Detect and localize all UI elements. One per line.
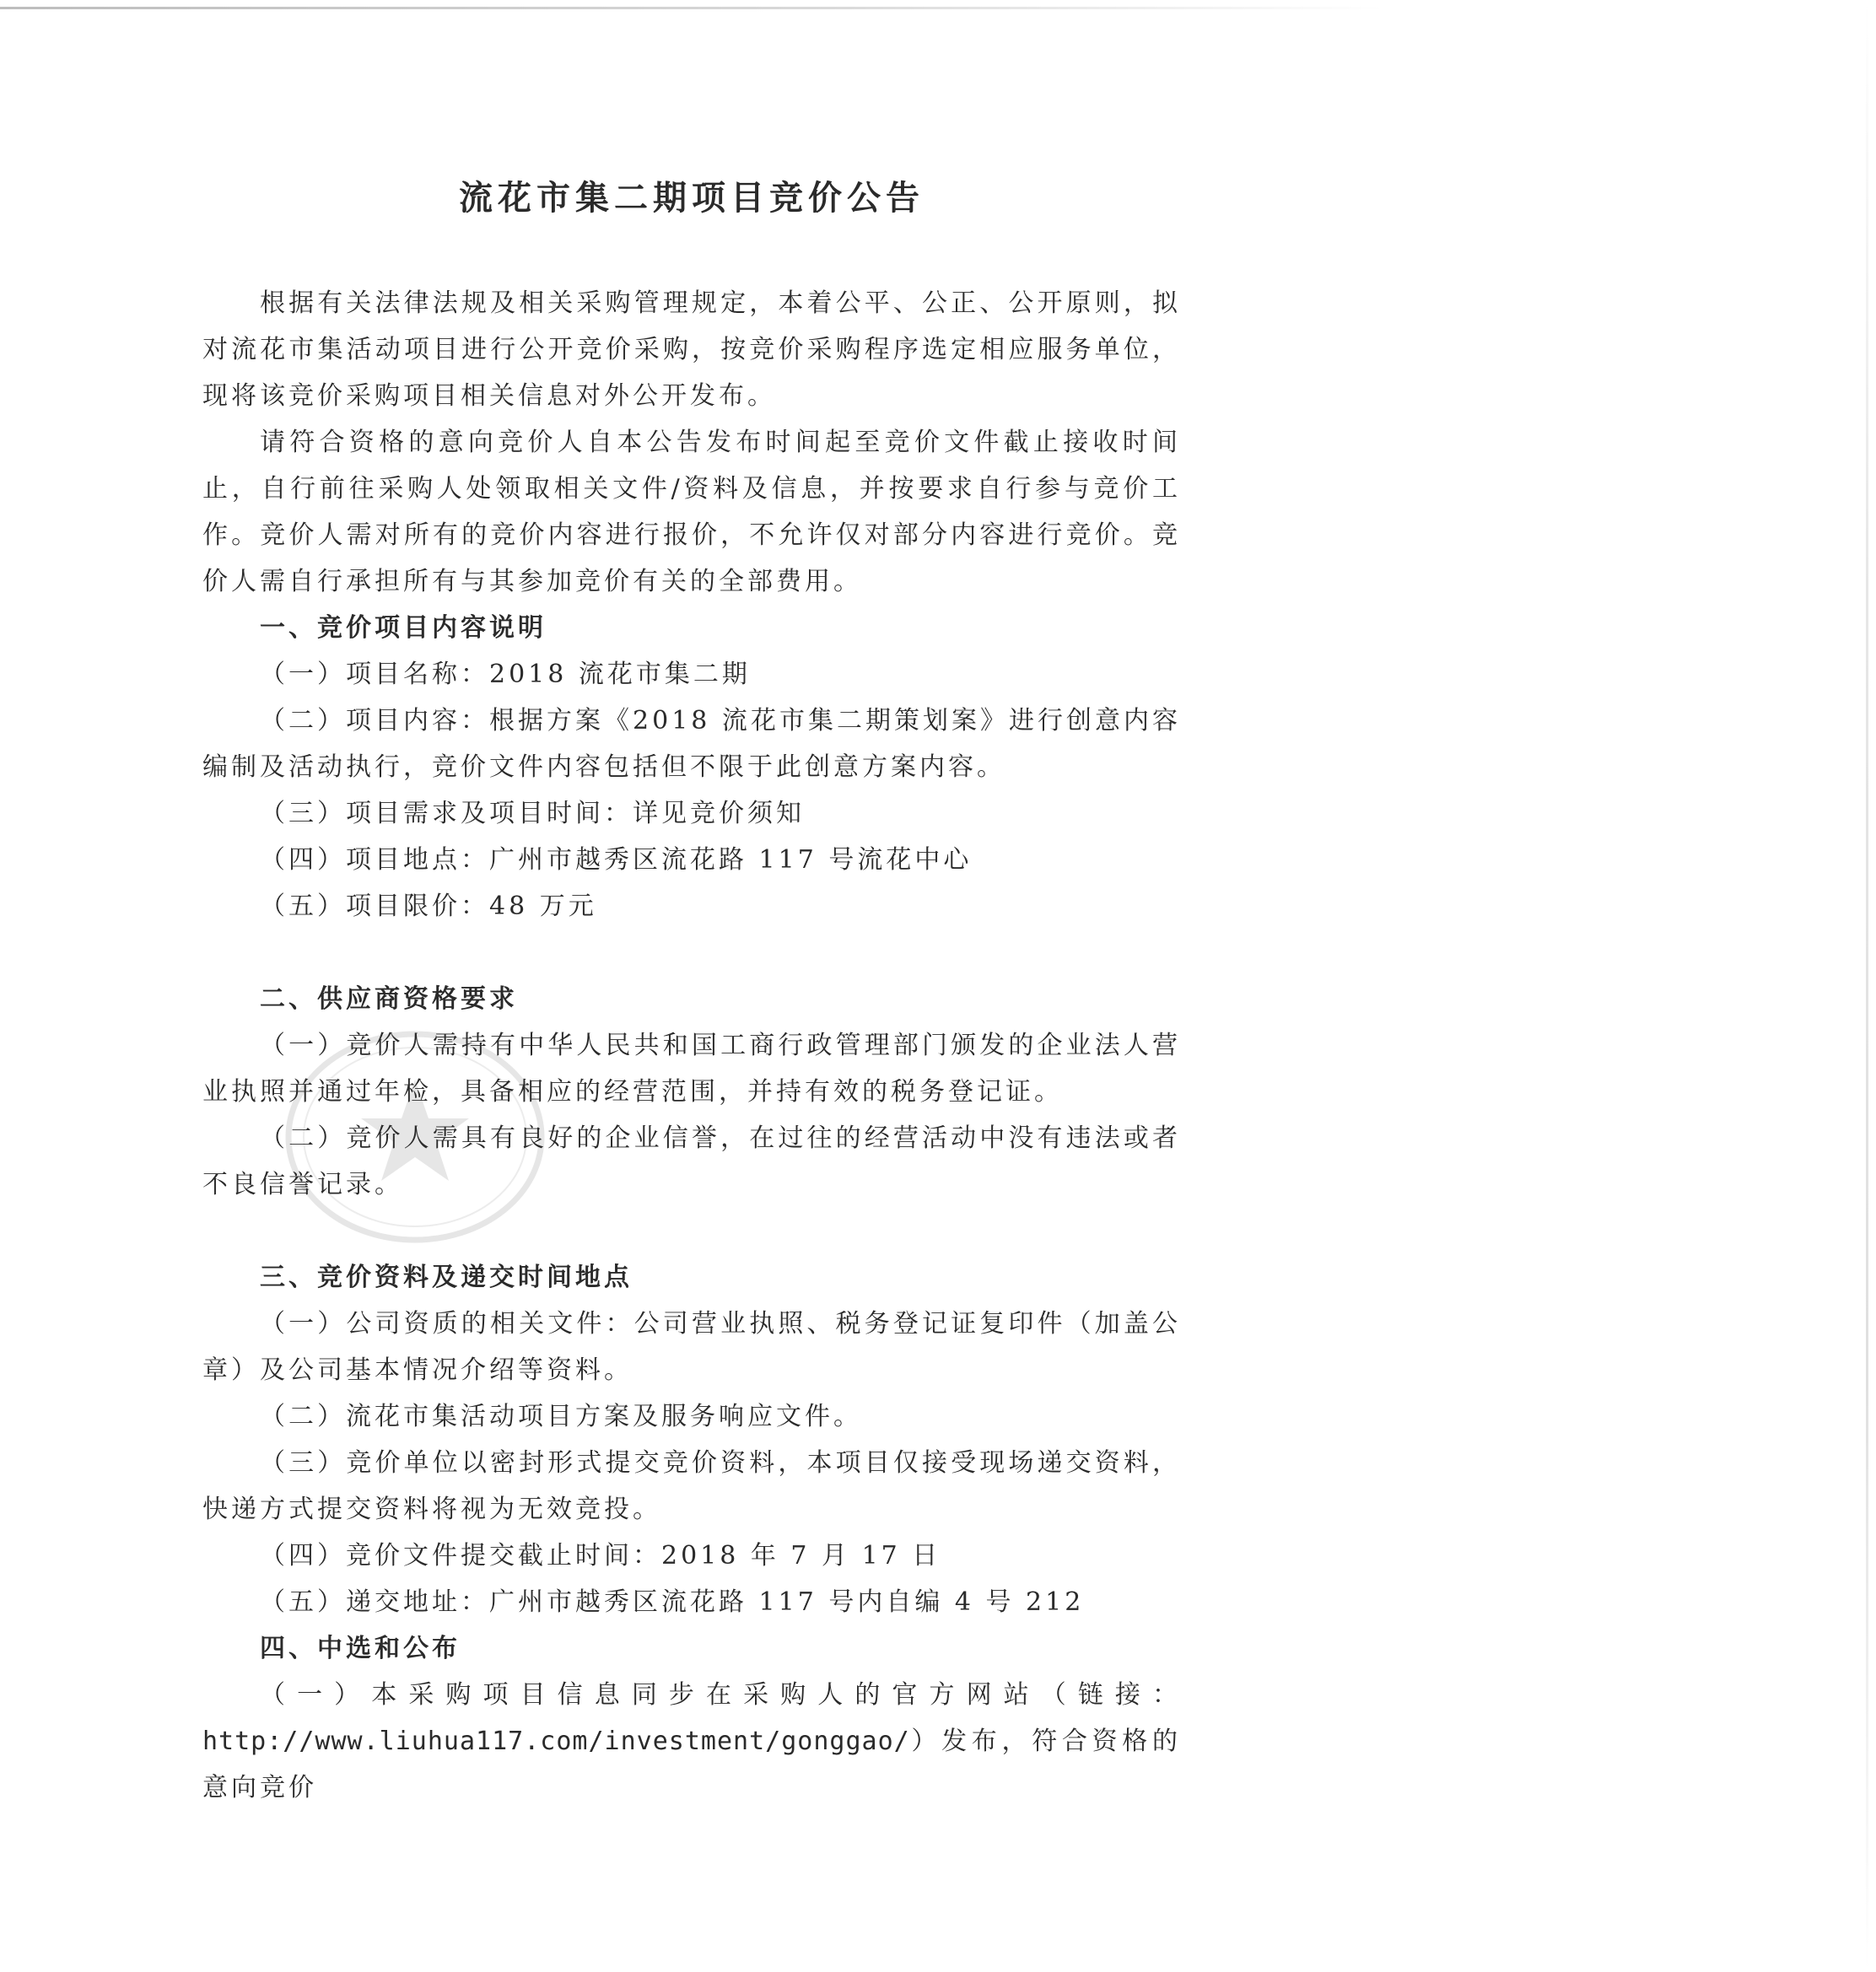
section-gap <box>202 1208 1181 1254</box>
intro-paragraph-1: 根据有关法律法规及相关采购管理规定，本着公平、公正、公开原则，拟对流花市集活动项目进行公开竞价采购，按竞价采购程序选定相应服务单位，现将该竞价采购项目相关信息对外公开发布。 <box>202 288 1181 411</box>
section-1-item-4: （四）项目地点：广州市越秀区流花路 117 号流花中心 <box>260 845 973 875</box>
section-3-item-1: （一）公司资质的相关文件：公司营业执照、税务登记证复印件（加盖公章）及公司基本情况介绍等资料。 <box>202 1309 1181 1385</box>
document-page <box>202 169 1181 1811</box>
intro-paragraph-2: 请符合资格的意向竞价人自本公告发布时间起至竞价文件截止接收时间止，自行前往采购人处领取相关文件/资料及信息，并按要求自行参与竞价工作。竞价人需对所有的竞价内容进行报价，不允许仅对部分内容进行竞价。竞价人需自行承担所有与其参加竞价有关的全部费用。 <box>202 428 1181 596</box>
section-2-heading: 二、供应商资格要求 <box>260 984 518 1014</box>
scan-edge-right <box>1866 0 1868 1972</box>
section-4-heading: 四、中选和公布 <box>260 1634 461 1663</box>
section-4-item-1-prefix: （一）本采购项目信息同步在采购人的官方网站（链接： <box>260 1680 1181 1710</box>
section-1-item-3: （三）项目需求及项目时间：详见竞价须知 <box>260 799 805 828</box>
section-3-item-5: （五）递交地址：广州市越秀区流花路 117 号内自编 4 号 212 <box>260 1587 1085 1617</box>
page-title: 流花市集二期项目竞价公告 <box>459 178 925 218</box>
section-3-item-3: （三）竞价单位以密封形式提交竞价资料，本项目仅接受现场递交资料，快递方式提交资料将视为无效竞投。 <box>202 1448 1181 1524</box>
section-2-item-2: （二）竞价人需具有良好的企业信誉，在过往的经营活动中没有违法或者不良信誉记录。 <box>202 1123 1181 1199</box>
section-gap <box>202 929 1181 976</box>
section-1-heading: 一、竞价项目内容说明 <box>260 613 547 643</box>
section-1-item-5: （五）项目限价：48 万元 <box>260 892 597 921</box>
section-3-item-2: （二）流花市集活动项目方案及服务响应文件。 <box>260 1402 862 1431</box>
section-3-heading: 三、竞价资料及递交时间地点 <box>260 1263 633 1292</box>
scan-edge-top <box>0 7 1383 9</box>
official-website-link[interactable]: http://www.liuhua117.com/investment/gonggao/ <box>202 1727 910 1756</box>
section-3-item-4: （四）竞价文件提交截止时间：2018 年 7 月 17 日 <box>260 1541 941 1571</box>
section-4-item-1 <box>202 1672 1181 1811</box>
section-2-item-1: （一）竞价人需持有中华人民共和国工商行政管理部门颁发的企业法人营业执照并通过年检，具备相应的经营范围，并持有效的税务登记证。 <box>202 1031 1181 1107</box>
section-1-item-1: （一）项目名称：2018 流花市集二期 <box>260 660 751 689</box>
section-4-item-1-suffix: ）发布，符合资格的意向竞价 <box>202 1727 1181 1802</box>
section-1-item-2: （二）项目内容：根据方案《2018 流花市集二期策划案》进行创意内容编制及活动执行，竞价文件内容包括但不限于此创意方案内容。 <box>202 706 1181 782</box>
